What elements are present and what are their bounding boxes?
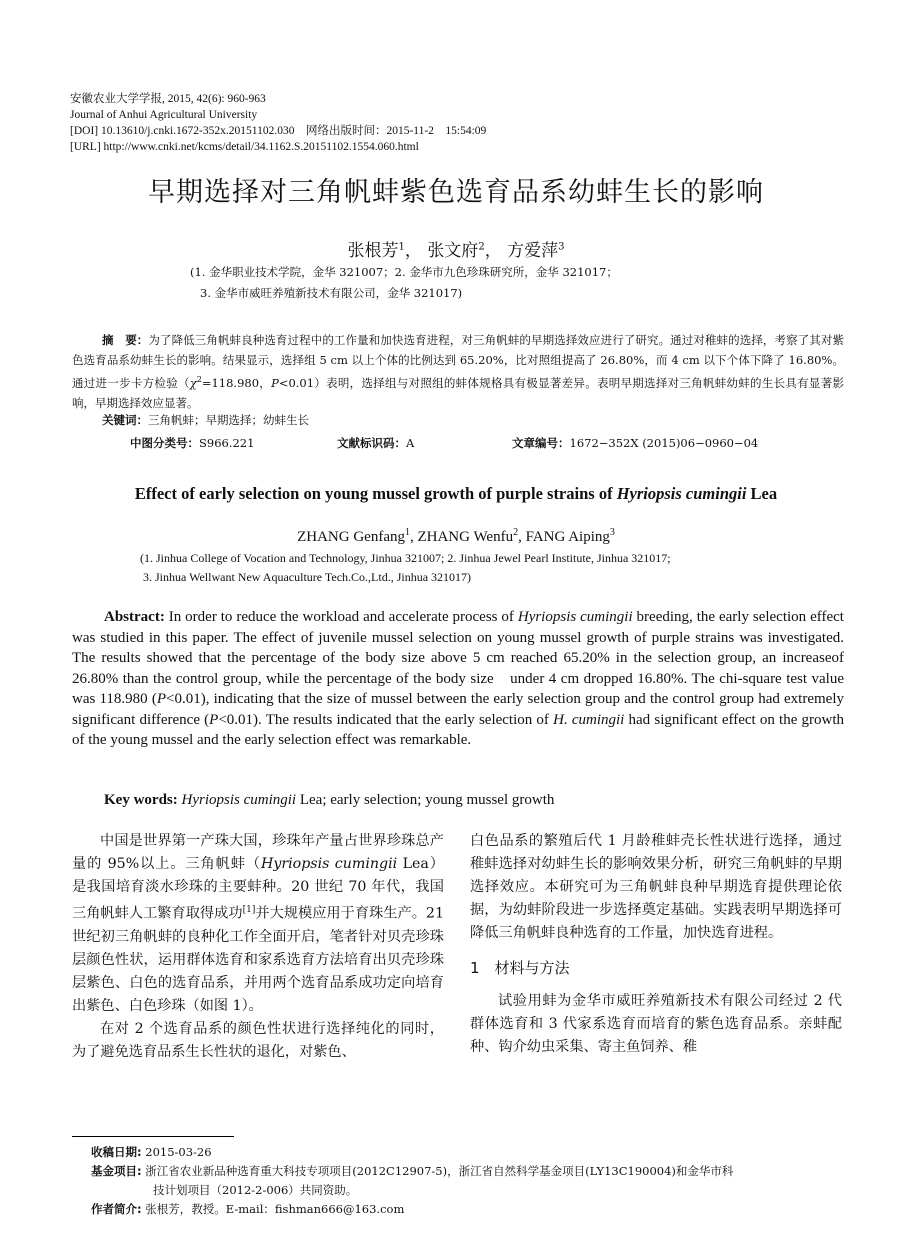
keywords-en-text: Lea; early selection; young mussel growth — [296, 792, 555, 808]
author-name: 方爱萍 — [507, 241, 559, 261]
affiliation-line: 3. 金华市威旺养殖新技术有限公司，金华 321017) — [200, 286, 463, 300]
art-value: 1672−352X (2015)06−0960−04 — [569, 436, 759, 450]
section-heading: 1 材料与方法 — [470, 959, 570, 977]
abstract-cn-text: <0.01）表明，选择组与对照组的蚌体规格具有极显著差异。表明早期选择对三角帆蚌幼蚌的生长具有显著影响，早期选择效应显著。 — [72, 375, 844, 410]
abstract-cn-text: 为了降低三角帆蚌良种选育过程中的工作量和加快选育进程，对三角帆蚌的早期选择效应进行了研究。通过对稚蚌的选择，考察了其对紫色选育品系幼蚌生长的影响。结果显示，选择组 5 cm 以上个体的比例达到 65.20%，比对照组提高了 26.80%，而 4 cm 以下个体下降了 16.80%。通过进一步卡方检验（ — [72, 333, 845, 390]
author-info — [91, 1200, 851, 1219]
affiliations-en — [140, 549, 671, 587]
body-column-left — [72, 830, 444, 1064]
fund-info-cont: 技计划项目（2012-2-006）共同资助。 — [153, 1183, 358, 1197]
keywords-cn-text: 三角帆蚌；早期选择；幼蚌生长 — [148, 413, 309, 427]
clc-number — [130, 433, 254, 453]
abstract-en-text: <0.01). The results indicated that the early selection of — [218, 711, 554, 728]
abstract-en — [72, 607, 844, 751]
title-en-species: Hyriopsis cumingii — [616, 484, 747, 503]
footnotes — [91, 1143, 851, 1219]
received-date — [91, 1143, 851, 1162]
abstract-en-label: Abstract: — [104, 609, 165, 625]
affiliation-line: 3. Jinhua Wellwant New Aquaculture Tech.Co.,Ltd., Jinhua 321017) — [143, 570, 472, 584]
species-name: Hyriopsis cumingii — [181, 792, 297, 808]
doc-label: 文献标识码： — [337, 436, 406, 450]
authors-cn: 张根芳$^1$， 张文府$^2$， 方爱萍$^3$ — [347, 241, 565, 261]
body-column-right — [470, 830, 842, 1059]
author-name: FANG Aiping — [525, 529, 610, 545]
keywords-en-label: Key words: — [104, 792, 178, 808]
url-line[interactable]: [URL] http://www.cnki.net/kcms/detail/34.1162.S.20151102.1554.060.html — [70, 141, 419, 153]
footnote-text: 张根芳，教授。E-mail：fishman666@163.com — [145, 1202, 405, 1216]
art-label: 文章编号： — [512, 436, 570, 450]
clc-value: S966.221 — [199, 436, 255, 450]
author-sup: 2 — [513, 527, 519, 538]
author-name: ZHANG Wenfu — [417, 529, 514, 545]
footnote-text: 2015-03-26 — [145, 1145, 212, 1159]
author-sup: 3 — [558, 241, 565, 253]
footnote-label: 收稿日期: — [91, 1145, 142, 1159]
author-sup: 1 — [404, 527, 410, 538]
species-name: Hyriopsis cumingii — [517, 609, 633, 625]
title-en — [0, 484, 912, 504]
body-paragraph-continued: 白色品系的繁殖后代 1 月龄稚蚌壳长性状进行选择，通过稚蚌选择对幼蚌生长的影响效果分析，研究三角帆蚌的早期选择效应。本研究可为三角帆蚌良种早期选育提供理论依据，为幼蚌阶段进一步选择奠定基础。实践表明早期选择可降低三角帆蚌良种选育的工作量，加快选育进程。 — [470, 833, 842, 941]
keywords-cn-label: 关键词： — [102, 413, 148, 427]
p-symbol: P — [156, 691, 166, 707]
keywords-en — [104, 790, 554, 810]
body-paragraph: 在对 2 个选育品系的颜色性状进行选择纯化的同时，为了避免选育品系生长性状的退化，对紫色、 — [72, 1020, 444, 1060]
author-name: 张根芳 — [347, 241, 399, 261]
footnote-label: 作者简介: — [91, 1202, 142, 1216]
journal-header — [70, 91, 486, 155]
body-paragraph — [72, 830, 444, 1018]
abstract-en-text: <0.01), indicating that the size of mussel between the early selection group and the control group had extremely significant difference ( — [72, 691, 844, 728]
abstract-en-text: breeding, the early selection effect was studied in this paper. The effect of juvenile mussel selection on young mussel growth of purple strains was investigated. The results showed that the percentage of the body size above 5 cm reached 65.20% in the selection group, an increaseof 26.80% than the control group, while the percentage of the body size under 4 cm dropped 16.80%. The chi-square test value was 118.980 ( — [72, 609, 844, 707]
body-text: Lea）是我国培育淡水珍珠的主要蚌种。20 世纪 70 年代，我国三角帆蚌人工繁育取得成功 — [72, 856, 444, 922]
doc-code — [337, 433, 414, 453]
footnote-text: 浙江省农业新品种选育重大科技专项项目(2012C12907-5)，浙江省自然科学基金项目(LY13C190004)和金华市科 — [145, 1164, 734, 1178]
abstract-cn: 摘 要：为了降低三角帆蚌良种选育过程中的工作量和加快选育进程，对三角帆蚌的早期选择效应进行了研究。通过对稚蚌的选择，考察了其对紫色选育品系幼蚌生长的影响。结果显示，选择组 5 cm 以上个体的比例达到 65.20%，比对照组提高了 26.80%，而 4 cm 以下个体下降了 16.80%。通过进一步卡方检验（$\chi^2=118.980$，P<0.01）表明，选择组与对照组的蚌体规格具有极显著差异。表明早期选择对三角帆蚌幼蚌的生长具有显著影响，早期选择效应显著。 — [72, 333, 845, 410]
body-paragraph: 试验用蚌为金华市威旺养殖新技术有限公司经过 2 代群体选育和 3 代家系选育而培育的紫色选育品系。亲蚌配种、钩介幼虫采集、寄主鱼饲养、稚 — [470, 993, 842, 1055]
affiliation-line: (1. Jinhua College of Vocation and Technology, Jinhua 321007; 2. Jinhua Jewel Pearl Institute, Jinhua 321017; — [140, 551, 671, 565]
abstract-en-text: had significant effect on the growth of the young mussel and the early selection effect was remarkable. — [72, 711, 845, 748]
author-sup: 2 — [478, 241, 485, 253]
footnote-rule — [72, 1136, 234, 1137]
footnote-label: 基金项目: — [91, 1164, 142, 1178]
clc-label: 中图分类号： — [130, 436, 199, 450]
journal-name-en: Journal of Anhui Agricultural University — [70, 109, 258, 121]
affiliations-cn — [190, 262, 618, 304]
keywords-cn — [102, 410, 309, 430]
doi-line: [DOI] 10.13610/j.cnki.1672-352x.20151102.030 网络出版时间：2015-11-2 15:54:09 — [70, 125, 487, 137]
p-symbol: P — [209, 711, 219, 728]
affiliation-line: (1. 金华职业技术学院，金华 321007；2. 金华市九色珍珠研究所，金华 321017； — [190, 265, 618, 279]
article-number — [512, 433, 758, 453]
title-en-text: Lea — [746, 484, 778, 503]
citation-ref[interactable]: [1] — [242, 905, 256, 915]
species-name: Hyriopsis cumingii — [260, 856, 398, 872]
fund-info — [91, 1162, 851, 1181]
body-text: 并大规模应用于育珠生产。21 世纪初三角帆蚌的良种化工作全面开启，笔者针对贝壳珍珠层颜色性状，运用群体选育和家系选育方法培育出贝壳珍珠层紫色、白色的选育品系，并用两个选育品系成功定向培育出紫色、白色珍珠（如图 1）。 — [72, 905, 444, 1014]
authors-en: ZHANG Genfang$^1$, ZHANG Wenfu$^2$, FANG Aiping$^3$ — [297, 527, 615, 545]
title-en-text: Effect of early selection on young mussel growth of purple strains of — [134, 484, 617, 503]
journal-citation-cn: 安徽农业大学学报, 2015, 42(6): 960-963 — [70, 93, 266, 105]
abstract-en-text: In order to reduce the workload and accelerate process of — [164, 609, 518, 625]
title-cn: 早期选择对三角帆蚌紫色选育品系幼蚌生长的影响 — [148, 177, 764, 208]
chi-symbol: χ — [189, 375, 197, 390]
body-text: 中国是世界第一产珠大国，珍珠年产量占世界珍珠总产量的 95%以上。三角帆蚌（ — [72, 833, 444, 872]
p-symbol: P — [271, 375, 279, 390]
author-name: ZHANG Genfang — [297, 529, 405, 545]
doc-value: A — [406, 436, 415, 450]
author-name: 张文府 — [427, 241, 479, 261]
species-name: H. cumingii — [553, 711, 625, 728]
author-sup: 3 — [609, 527, 615, 538]
abstract-cn-label: 摘 要： — [102, 333, 149, 347]
author-sup: 1 — [398, 241, 405, 253]
abstract-cn-text: =118.980， — [201, 375, 272, 390]
